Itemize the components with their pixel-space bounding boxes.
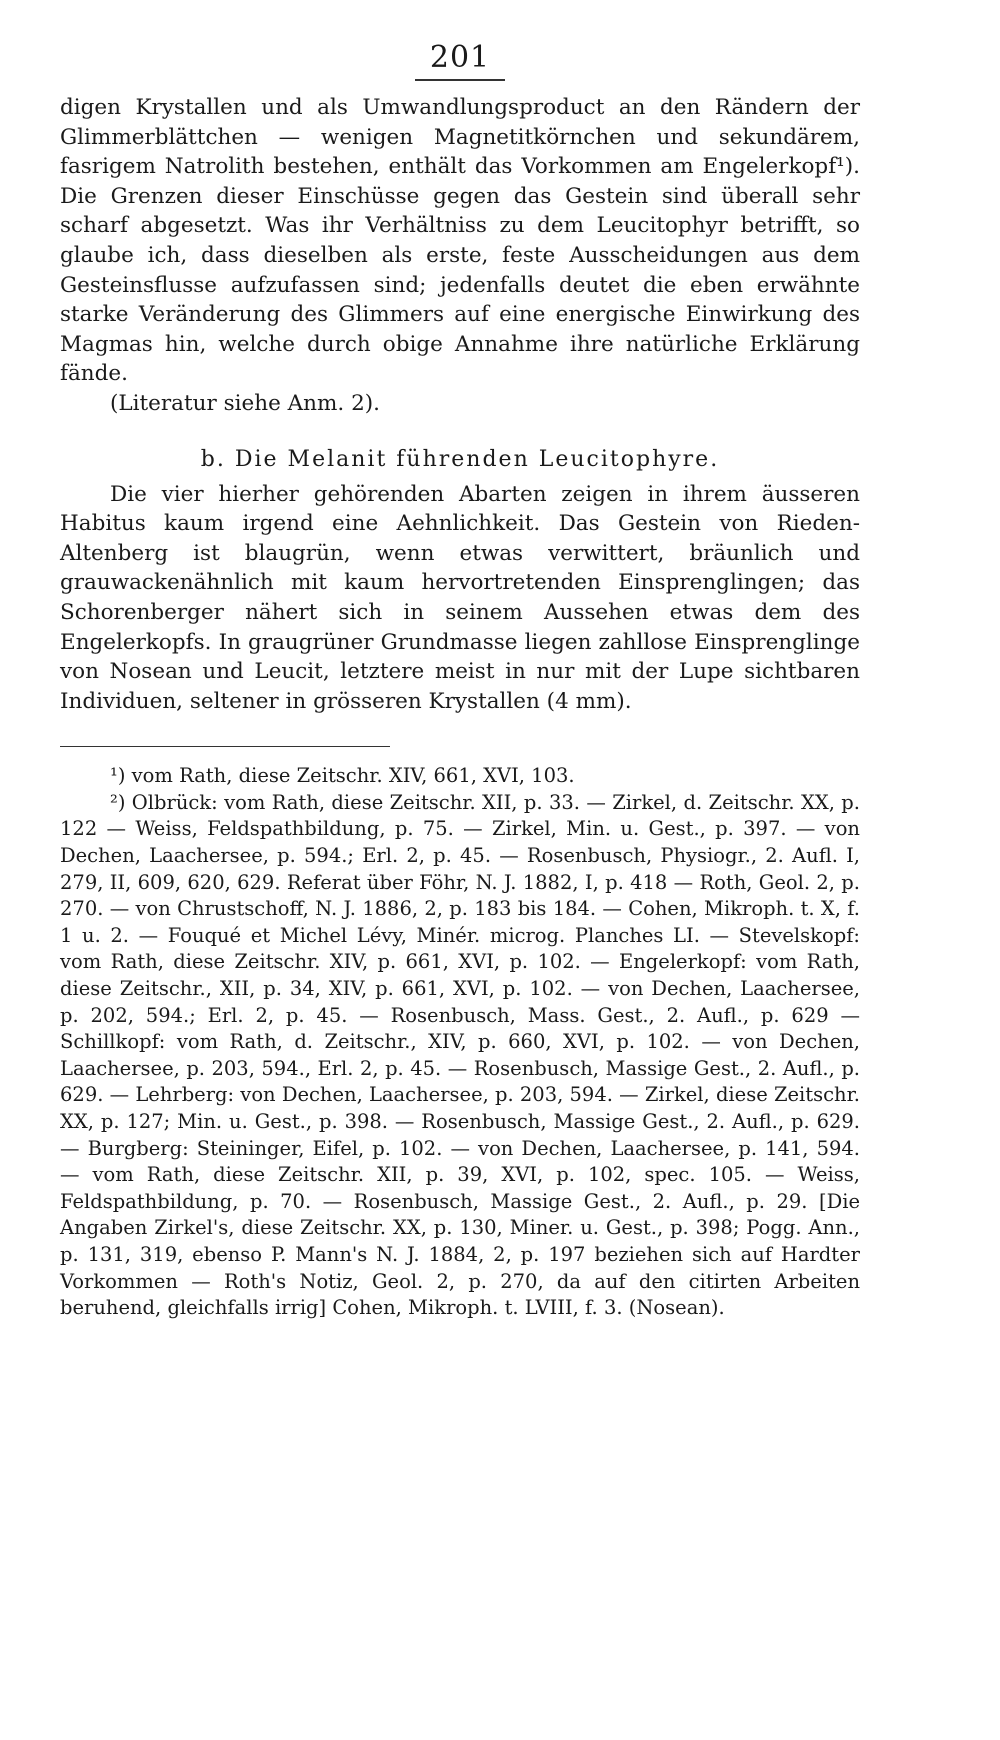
literature-note: (Literatur siehe Anm. 2). (110, 390, 380, 416)
page-number: 201 (429, 40, 491, 75)
body-paragraph-2: Die vier hierher gehörenden Abarten zeigen in ihrem äusseren Habitus kaum irgend eine Aehnlichkeit. Das Gestein von Rieden-Altenberg ist blaugrün, wenn etwas verwittert, bräunlich und grauwackenähnlich mit kaum hervortretenden Einsprenglingen; das Schorenberger nähert sich in seinem Aussehen etwas dem des Engelerkopfs. In graugrüner Grundmasse liegen zahllose Einsprenglinge von Nosean und Leucit, letztere meist in nur mit der Lupe sichtbaren Individuen, seltener in grösseren Krystallen (4 mm). (60, 481, 860, 714)
footnote-2: ²) Olbrück: vom Rath, diese Zeitschr. XII, p. 33. — Zirkel, d. Zeitschr. XX, p. 122 — Weiss, Feldspathbildung, p. 75. — Zirkel, Min. u. Gest., p. 397. — von Dechen, Laachersee, p. 594.; Erl. 2, p. 45. — Rosenbusch, Physiogr., 2. Aufl. I, 279, II, 609, 620, 629. Referat über Föhr, N. J. 1882, I, p. 418 — Roth, Geol. 2, p. 270. — von Chrustschoff, N. J. 1886, 2, p. 183 bis 184. — Cohen, Mikroph. t. X, f. 1 u. 2. — Fouqué et Michel Lévy, Minér. microg. Planches LI. — Stevelskopf: vom Rath, diese Zeitschr. XIV, p. 661, XVI, p. 102. — Engelerkopf: vom Rath, diese Zeitschr., XII, p. 34, XIV, p. 661, XVI, p. 102. — von Dechen, Laachersee, p. 202, 594.; Erl. 2, p. 45. — Rosenbusch, Mass. Gest., 2. Aufl., p. 629 — Schillkopf: vom Rath, d. Zeitschr., XIV, p. 660, XVI, p. 102. — von Dechen, Laachersee, p. 203, 594., Erl. 2, p. 45. — Rosenbusch, Massige Gest., 2. Aufl., p. 629. — Lehrberg: von Dechen, Laachersee, p. 203, 594. — Zirkel, diese Zeitschr. XX, p. 127; Min. u. Gest., p. 398. — Rosenbusch, Massige Gest., 2. Aufl., p. 629. — Burgberg: Steininger, Eifel, p. 102. — von Dechen, Laachersee, p. 141, 594. — vom Rath, diese Zeitschr. XII, p. 39, XVI, p. 102, spec. 105. — Weiss, Feldspathbildung, p. 70. — Rosenbusch, Massige Gest., 2. Aufl., p. 29. [Die Angaben Zirkel's, diese Zeitschr. XX, p. 130, Miner. u. Gest., p. 398; Pogg. Ann., p. 131, 319, ebenso P. Mann's N. J. 1884, 2, p. 197 beziehen sich auf Hardter Vorkommen — Roth's Notiz, Geol. 2, p. 270, da auf den citirten Arbeiten beruhend, gleichfalls irrig] Cohen, Mikroph. t. LVIII, f. 3. (Nosean). (60, 790, 860, 1320)
section-heading: b. Die Melanit führenden Leucitophyre. (200, 446, 720, 472)
document-page (60, 40, 860, 1322)
footnote-rule (60, 746, 390, 747)
body-paragraph-1: digen Krystallen und als Umwandlungsproduct an den Rändern der Glimmerblättchen — wenigen Magnetitkörnchen und sekundärem, fasrigem Natrolith bestehen, enthält das Vorkommen am Engelerkopf¹). Die Grenzen dieser Einschüsse gegen das Gestein sind überall sehr scharf abgesetzt. Was ihr Verhältniss zu dem Leucitophyr betrifft, so glaube ich, dass dieselben als erste, feste Ausscheidungen aus dem Gesteinsflusse aufzufassen sind; jedenfalls deutet die eben erwähnte starke Veränderung des Glimmers auf eine energische Einwirkung des Magmas hin, welche durch obige Annahme ihre natürliche Erklärung fände. (60, 95, 860, 387)
footnotes (60, 763, 860, 1321)
page-number-rule (415, 79, 505, 81)
footnote-1: ¹) vom Rath, diese Zeitschr. XIV, 661, XVI, 103. (110, 764, 575, 788)
